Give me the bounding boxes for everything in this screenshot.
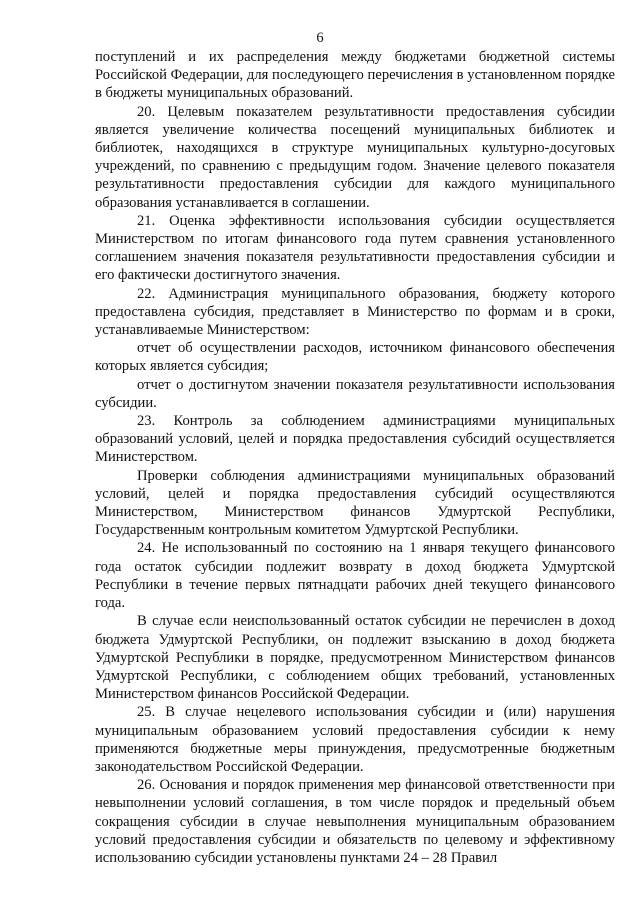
paragraph-22-item-2: отчет о достигнутом значении показателя результативности использования субсидии.: [95, 376, 615, 411]
paragraph-22: 22. Администрация муниципального образования, бюджету которого предоставлена субсидия, представляет в Министерство по формам и в сроки, устанавливаемые Министерством:: [95, 285, 615, 339]
paragraph-continuation: поступлений и их распределения между бюджетами бюджетной системы Российской Федерации, для последующего перечисления в установленном порядке в бюджеты муниципальных образований.: [95, 49, 615, 102]
paragraph-24-return: В случае если неиспользованный остаток субсидии не перечислен в доход бюджета Удмуртской Республики, он подлежит взысканию в доход бюджета Удмуртской Республики в порядке, предусмотренном Министерством финансов Удмуртской Республики, с соблюдением общих требований, установленных Министерством финансов Российской Федерации.: [95, 613, 615, 703]
paragraph-20: 20. Целевым показателем результативности предоставления субсидии является увеличение количества посещений муниципальных библиотек и библиотек, находящихся в структуре муниципальных культурно-досуговых учреждений, по сравнению с предыдущим годом. Значение целевого показателя результативности предоставления субсидии для каждого муниципального образования устанавливается в соглашении.: [95, 103, 615, 211]
page-number: 6: [316, 30, 324, 46]
paragraph-23: 23. Контроль за соблюдением администрациями муниципальных образований условий, целей и порядка предоставления субсидий осуществляется Министерством.: [95, 413, 615, 466]
paragraph-23-checks: Проверки соблюдения администрациями муниципальных образований условий, целей и порядка предоставления субсидий осуществляются Министерством, Министерством финансов Удмуртской Республики, Государственным контрольным комитетом Удмуртской Республики.: [95, 467, 615, 539]
paragraph-26: 26. Основания и порядок применения мер финансовой ответственности при невыполнении условий соглашения, в том числе порядок и предельный объем сокращения субсидии в случае невыполнения муниципальным образованием условий предоставления субсидии и обязательств по целевому и эффективному использованию субсидии установлены пунктами 24 – 28 Правил: [95, 777, 615, 866]
paragraph-24: 24. Не использованный по состоянию на 1 января текущего финансового года остаток субсидии подлежит возврату в доход бюджета Удмуртской Республики в течение первых пятнадцати рабочих дней текущего финансового года.: [95, 540, 615, 612]
paragraph-25: 25. В случае нецелевого использования субсидии и (или) нарушения муниципальным образованием условий предоставления субсидии к нему применяются бюджетные меры принуждения, предусмотренные бюджетным законодательством Российской Федерации.: [95, 704, 615, 775]
document-body: [95, 48, 615, 867]
paragraph-21: 21. Оценка эффективности использования субсидии осуществляется Министерством по итогам финансового года путем сравнения установленного соглашением значения показателя результативности предоставления субсидии и его фактически достигнутого значения.: [95, 212, 615, 284]
paragraph-22-item-1: отчет об осуществлении расходов, источником финансового обеспечения которых является субсидия;: [95, 340, 615, 375]
